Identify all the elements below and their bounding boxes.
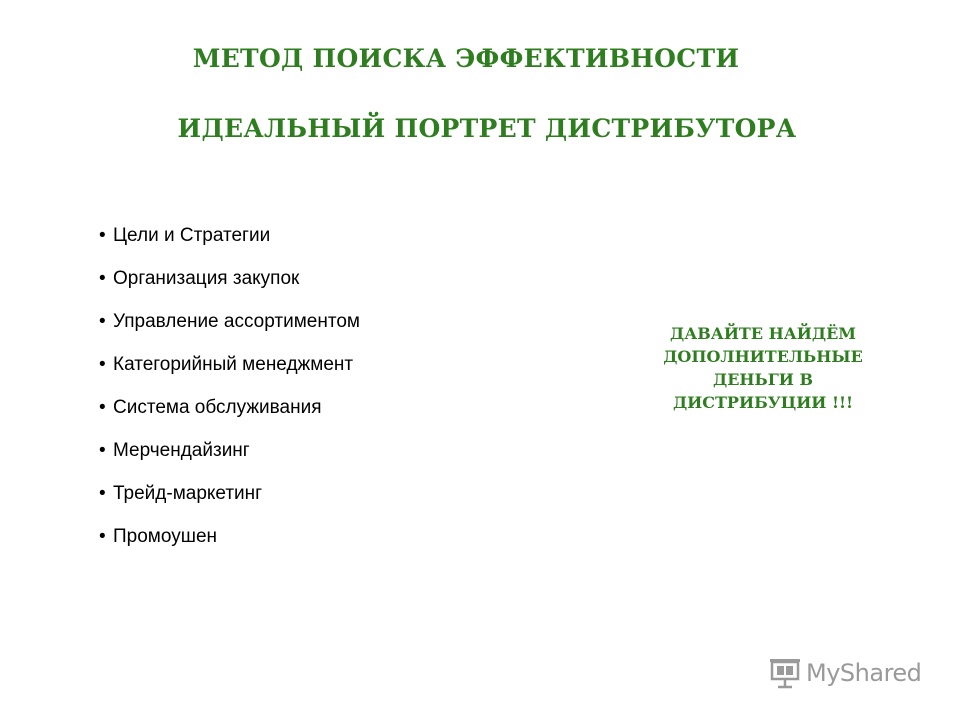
list-item-text: Мерчендайзинг xyxy=(113,440,250,461)
list-item-text: Система обслуживания xyxy=(113,397,322,418)
callout-text: ДАВАЙТЕ НАЙДЁМ ДОПОЛНИТЕЛЬНЫЕ ДЕНЬГИ В ДИСТРИБУЦИИ !!! xyxy=(663,324,863,412)
watermark-text: MyShared xyxy=(806,659,922,687)
list-item xyxy=(99,308,360,351)
slide-title: МЕТОД ПОИСКА ЭФФЕКТИВНОСТИ xyxy=(192,44,740,73)
bullet-marker: • xyxy=(99,397,106,418)
bullet-marker: • xyxy=(99,483,106,504)
list-item-text: Промоушен xyxy=(113,526,218,547)
bullet-marker: • xyxy=(99,440,106,461)
projector-screen-icon xyxy=(768,657,802,689)
bullet-marker: • xyxy=(99,354,106,375)
bullet-marker: • xyxy=(99,225,106,246)
watermark-logo xyxy=(768,656,921,690)
list-item xyxy=(99,265,360,308)
bullet-list xyxy=(99,222,360,566)
list-item-text: Управление ассортиментом xyxy=(113,311,360,332)
bullet-marker: • xyxy=(99,526,106,547)
slide-subtitle: ИДЕАЛЬНЫЙ ПОРТРЕТ ДИСТРИБУТОРА xyxy=(177,114,797,143)
list-item-text: Категорийный менеджмент xyxy=(113,354,354,375)
list-item-text: Цели и Стратегии xyxy=(113,225,271,246)
list-item xyxy=(99,437,360,480)
list-item xyxy=(99,394,360,437)
list-item xyxy=(99,222,360,265)
bullet-marker: • xyxy=(99,311,106,332)
list-item xyxy=(99,523,360,566)
list-item-text: Трейд-маркетинг xyxy=(113,483,263,504)
list-item xyxy=(99,351,360,394)
bullet-marker: • xyxy=(99,268,106,289)
list-item-text: Организация закупок xyxy=(113,268,300,289)
list-item xyxy=(99,480,360,523)
